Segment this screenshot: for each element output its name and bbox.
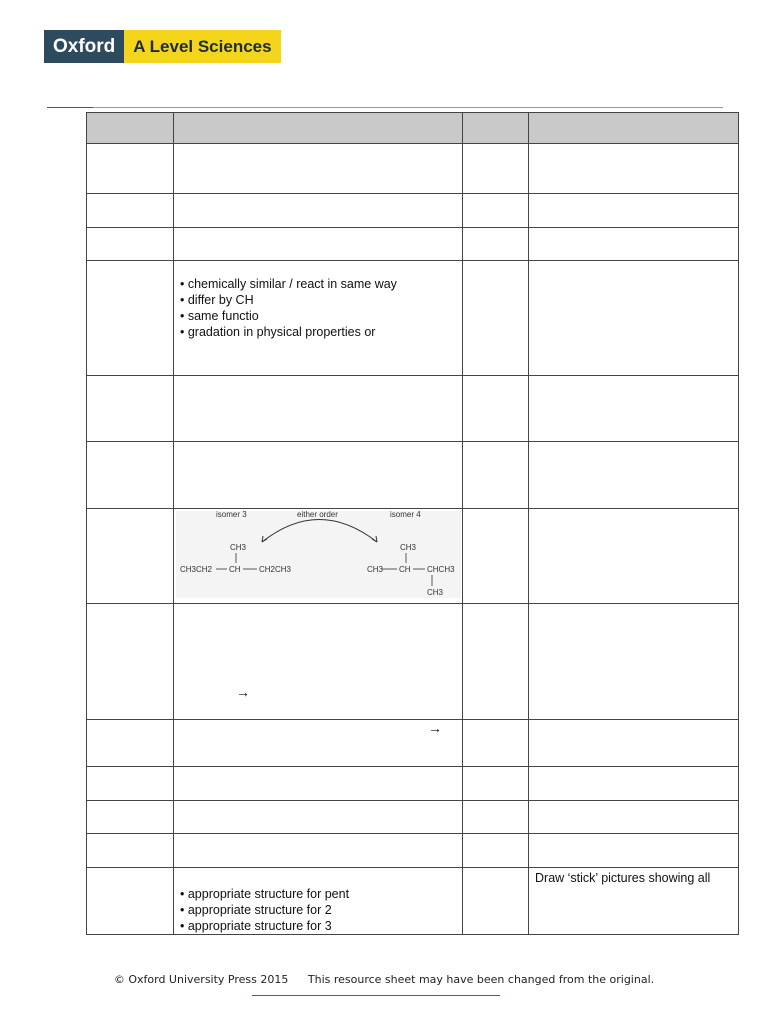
header-cell	[174, 113, 463, 144]
reaction-arrow: →	[236, 684, 250, 700]
marks-cell	[463, 834, 529, 868]
table-row	[87, 868, 739, 935]
isomer-4-left: CH3	[367, 565, 384, 574]
answer-bullet: • same functio	[180, 309, 259, 323]
answer-cell	[174, 767, 463, 801]
isomer-4-ch3-bottom: CH3	[427, 588, 444, 597]
header-cell	[87, 113, 174, 144]
guidance-cell	[529, 834, 739, 868]
question-cell	[87, 834, 174, 868]
marks-cell	[463, 720, 529, 767]
notice-text: This resource sheet may have been changed from the original.	[307, 973, 655, 986]
page-footer	[0, 973, 768, 986]
marks-cell	[463, 194, 529, 228]
answer-bullet: • differ by CH	[180, 293, 254, 307]
isomer-4-ch3-top: CH3	[400, 543, 417, 552]
guidance-cell	[529, 228, 739, 261]
reaction-arrow: →	[428, 720, 442, 736]
guidance-text: Draw ‘stick’ pictures showing all	[535, 871, 711, 885]
marks-cell	[463, 442, 529, 509]
guidance-cell	[529, 604, 739, 720]
guidance-cell	[529, 261, 739, 376]
answer-bullet: • appropriate structure for 3	[180, 919, 332, 933]
answer-cell	[174, 376, 463, 442]
footer-link-underline	[252, 995, 500, 996]
marks-cell	[463, 801, 529, 834]
table-row	[87, 801, 739, 834]
isomer-diagram	[174, 509, 463, 600]
answer-cell	[174, 801, 463, 834]
copyright-text: © Oxford University Press 2015	[113, 973, 289, 986]
question-cell	[87, 767, 174, 801]
marks-cell	[463, 261, 529, 376]
table-header-row	[87, 113, 739, 144]
guidance-cell	[529, 376, 739, 442]
question-cell	[87, 442, 174, 509]
answer-bullet: • gradation in physical properties or	[180, 325, 376, 339]
header-cell	[463, 113, 529, 144]
guidance-cell	[529, 509, 739, 604]
table-row	[87, 720, 739, 767]
answer-cell	[174, 261, 463, 376]
question-cell	[87, 144, 174, 194]
guidance-cell	[529, 801, 739, 834]
isomer-3-ch3: CH3	[230, 543, 247, 552]
isomer-3-chain-left: CH3CH2	[180, 565, 213, 574]
marks-cell	[463, 144, 529, 194]
question-cell	[87, 801, 174, 834]
header-rule-left	[47, 107, 93, 108]
table-row	[87, 228, 739, 261]
answer-cell	[174, 604, 463, 720]
guidance-cell	[529, 767, 739, 801]
table-row	[87, 261, 739, 376]
oxford-logo	[44, 30, 281, 63]
answer-cell	[174, 868, 463, 935]
answer-bullet: • appropriate structure for pent	[180, 887, 350, 901]
isomer-4-label: isomer 4	[390, 510, 421, 519]
question-cell	[87, 376, 174, 442]
answer-cell	[174, 144, 463, 194]
question-cell	[87, 509, 174, 604]
answer-bullet: • chemically similar / react in same way	[180, 277, 397, 291]
answer-cell	[174, 194, 463, 228]
question-cell	[87, 604, 174, 720]
answer-cell	[174, 720, 463, 767]
either-order-label: either order	[297, 510, 338, 519]
logo-product: A Level Sciences	[124, 30, 280, 63]
guidance-cell	[529, 144, 739, 194]
question-cell	[87, 261, 174, 376]
question-cell	[87, 720, 174, 767]
answer-cell	[174, 834, 463, 868]
table-row	[87, 604, 739, 720]
table-row	[87, 834, 739, 868]
marks-cell	[463, 868, 529, 935]
question-cell	[87, 228, 174, 261]
guidance-cell	[529, 194, 739, 228]
guidance-cell	[529, 868, 739, 935]
table-row	[87, 509, 739, 604]
table-row	[87, 442, 739, 509]
question-cell	[87, 194, 174, 228]
isomer-4-right: CHCH3	[427, 565, 455, 574]
isomer-3-chain-right: CH2CH3	[259, 565, 292, 574]
guidance-cell	[529, 720, 739, 767]
isomer-4-ch: CH	[399, 565, 411, 574]
question-cell	[87, 868, 174, 935]
guidance-cell	[529, 442, 739, 509]
marks-cell	[463, 767, 529, 801]
isomer-3-label: isomer 3	[216, 510, 247, 519]
marks-cell	[463, 509, 529, 604]
isomer-3-ch: CH	[229, 565, 241, 574]
answer-cell	[174, 228, 463, 261]
marks-cell	[463, 604, 529, 720]
marks-cell	[463, 376, 529, 442]
mark-scheme-table	[86, 112, 739, 935]
marks-cell	[463, 228, 529, 261]
answer-cell	[174, 509, 463, 604]
table-row	[87, 144, 739, 194]
header-rule	[93, 107, 723, 108]
table-row	[87, 376, 739, 442]
logo-brand: Oxford	[44, 30, 124, 63]
header-cell	[529, 113, 739, 144]
table-row	[87, 767, 739, 801]
table-row	[87, 194, 739, 228]
answer-cell	[174, 442, 463, 509]
answer-bullet: • appropriate structure for 2	[180, 903, 332, 917]
